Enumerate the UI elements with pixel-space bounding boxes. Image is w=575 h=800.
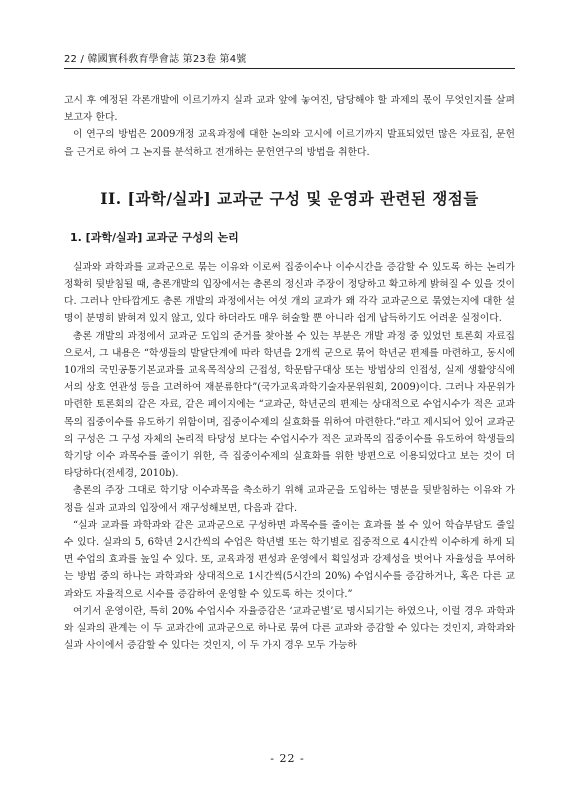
running-head: 22 / 韓國實科敎育學會誌 第23卷 第4號: [64, 50, 515, 69]
body-paragraph-3: 총론의 주장 그대로 학기당 이수과목을 축소하기 위해 교과군을 도입하는 명분을 뒷받침하는 이유와 가정을 실과 교과의 입장에서 재구성해보면, 다음과 같다.: [64, 485, 515, 514]
intro-paragraph-1: 고시 후 예정된 각론개발에 이르기까지 실과 교과 앞에 놓여진, 담당해야 할 과제의 몫이 무엇인지를 살펴보고자 한다.: [64, 95, 515, 124]
intro-paragraph-2: 이 연구의 방법은 2009개정 교육과정에 대한 논의와 고시에 이르기까지 발표되었던 많은 자료집, 문헌을 근거로 하여 그 논지를 분석하고 전개하는 문헌연구의 방법을 취한다.: [64, 129, 515, 158]
body-paragraph-4: 여기서 운영이란, 특히 20% 수업시수 자율증감은 ‘교과군별’로 명시되기는 하였으나, 이럴 경우 과학과와 실과의 관계는 이 두 교과간에 교과군으로 하나로 묶여 다른 교과와 증감할 수 있다는 것인지, 과학과와 실과 사이에서 증감할 수 있다는 것인지, 이 두 가지 경우 모두 가능하: [64, 605, 515, 652]
page-number: - 22 -: [270, 752, 305, 765]
quote-paragraph: “실과 교과를 과학과와 같은 교과군으로 구성하면 과목수를 줄이는 효과를 볼 수 있어 학습부담도 줄일 수 있다. 실과의 5, 6학년 2시간씩의 수업은 학년별 또는 학기별로 집중적으로 4시간씩 이수하게 하게 되면 수업의 효과를 높일 수 있다. 또, 교육과정 편성과 운영에서 획일성과 강제성을 벗어나 자율성을 부여하는 방법 중의 하나는 과학과와 상대적으로 1시간씩(5시간의 20%) 수업시수를 증감하거나, 혹은 다른 교과와도 자율적으로 시수를 증감하여 운영할 수 있도록 하는 것이다.”: [64, 519, 515, 600]
subsection-title: 1. [과학/실과] 교과군 구성의 논리: [70, 230, 239, 244]
section-title: II. [과학/실과] 교과군 구성 및 운영과 관련된 쟁점들: [100, 188, 479, 208]
body-paragraph-2: 총론 개발의 과정에서 교과군 도입의 준거를 찾아볼 수 있는 부분은 개발 과정 중 있었던 토론회 자료집으로서, 그 내용은 “학생들의 발달단계에 따라 학년을 2개씩 군으로 묶어 학년군 편제를 마련하고, 동시에 10개의 국민공통기본교과를 교육목적상의 근접성, 학문탐구대상 또는 방법상의 인접성, 실제 생활양식에서의 상호 연관성 등을 고려하여 재분류한다”(국가교육과학기술자문위원회, 2009)이다. 그러나 자문위가 마련한 토론회의 같은 자료, 같은 페이지에는 “교과군, 학년군의 편제는 상대적으로 수업시수가 적은 교과목의 집중이수를 유도하기 위함이며, 집중이수제의 실효화를 위하여 마련한다.”라고 제시되어 있어 교과군의 구성은 그 구성 자체의 논리적 타당성 보다는 수업시수가 적은 교과목의 집중이수를 유도하여 학생들의 학기당 이수 과목수를 줄이기 위한, 즉 집중이수제의 실효화를 위한 방편으로 이용되었다고 보는 것이 더 타당하다(전세경, 2010b).: [64, 330, 515, 480]
body-paragraph-1: 실과와 과학과를 교과군으로 묶는 이유와 이로써 집중이수나 이수시간을 증감할 수 있도록 하는 논리가 정확히 뒷받침될 때, 총론개발의 입장에서는 총론의 정신과 주장이 정당하고 확고하게 밝혀질 수 있을 것이다. 그러나 안타깝게도 총론 개발의 과정에서는 여섯 개의 교과가 왜 각각 교과군으로 묶였는지에 대한 설명이 분명히 밝혀져 있지 않고, 있다 하더라도 매우 허술할 뿐 아니라 쉽게 납득하기도 어려운 실정이다.: [64, 261, 515, 325]
page-content: [64, 92, 515, 654]
